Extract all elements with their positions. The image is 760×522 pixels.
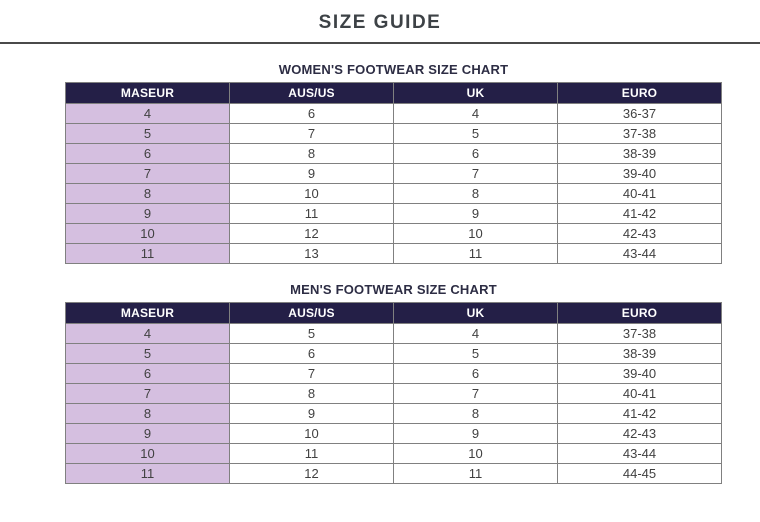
table-cell: 5 — [230, 324, 394, 344]
mens-size-table — [65, 302, 722, 484]
table-cell: 10 — [394, 224, 558, 244]
table-cell: 4 — [394, 104, 558, 124]
table-cell: 37-38 — [558, 324, 722, 344]
maseur-cell: 11 — [66, 464, 230, 484]
column-header-aus-us: AUS/US — [230, 83, 394, 104]
column-header-uk: UK — [394, 83, 558, 104]
maseur-cell: 10 — [66, 224, 230, 244]
table-cell: 7 — [394, 384, 558, 404]
table-cell: 6 — [230, 104, 394, 124]
maseur-cell: 6 — [66, 144, 230, 164]
table-row — [66, 244, 722, 264]
size-charts-content — [65, 62, 722, 484]
table-header-row — [66, 83, 722, 104]
table-row — [66, 104, 722, 124]
column-header-maseur: MASEUR — [66, 83, 230, 104]
maseur-cell: 9 — [66, 424, 230, 444]
table-row — [66, 404, 722, 424]
maseur-cell: 5 — [66, 124, 230, 144]
table-row — [66, 344, 722, 364]
table-row — [66, 164, 722, 184]
table-cell: 5 — [394, 124, 558, 144]
table-row — [66, 224, 722, 244]
column-header-maseur: MASEUR — [66, 303, 230, 324]
womens-size-chart-section — [65, 62, 722, 264]
column-header-aus-us: AUS/US — [230, 303, 394, 324]
table-cell: 9 — [230, 164, 394, 184]
table-cell: 7 — [230, 364, 394, 384]
table-cell: 11 — [230, 204, 394, 224]
column-header-euro: EURO — [558, 303, 722, 324]
table-row — [66, 444, 722, 464]
table-header-row — [66, 303, 722, 324]
table-cell: 12 — [230, 224, 394, 244]
maseur-cell: 6 — [66, 364, 230, 384]
table-cell: 10 — [230, 424, 394, 444]
womens-table-title: WOMEN'S FOOTWEAR SIZE CHART — [278, 62, 509, 77]
table-row — [66, 324, 722, 344]
table-cell: 8 — [394, 404, 558, 424]
table-cell: 8 — [230, 384, 394, 404]
table-cell: 43-44 — [558, 244, 722, 264]
table-cell: 38-39 — [558, 344, 722, 364]
table-cell: 6 — [394, 364, 558, 384]
table-cell: 10 — [394, 444, 558, 464]
maseur-cell: 7 — [66, 164, 230, 184]
table-cell: 12 — [230, 464, 394, 484]
table-cell: 9 — [394, 204, 558, 224]
table-cell: 8 — [230, 144, 394, 164]
table-cell: 6 — [230, 344, 394, 364]
table-cell: 41-42 — [558, 204, 722, 224]
table-cell: 42-43 — [558, 424, 722, 444]
table-cell: 13 — [230, 244, 394, 264]
maseur-cell: 11 — [66, 244, 230, 264]
table-cell: 10 — [230, 184, 394, 204]
table-cell: 4 — [394, 324, 558, 344]
maseur-cell: 8 — [66, 404, 230, 424]
table-cell: 42-43 — [558, 224, 722, 244]
table-cell: 11 — [394, 244, 558, 264]
table-cell: 37-38 — [558, 124, 722, 144]
mens-size-chart-section — [65, 282, 722, 484]
table-cell: 11 — [394, 464, 558, 484]
table-cell: 8 — [394, 184, 558, 204]
table-cell: 44-45 — [558, 464, 722, 484]
table-cell: 41-42 — [558, 404, 722, 424]
mens-table-title: MEN'S FOOTWEAR SIZE CHART — [290, 282, 497, 297]
maseur-cell: 8 — [66, 184, 230, 204]
page-title: SIZE GUIDE — [318, 12, 442, 33]
table-cell: 9 — [394, 424, 558, 444]
maseur-cell: 9 — [66, 204, 230, 224]
table-cell: 9 — [230, 404, 394, 424]
column-header-uk: UK — [394, 303, 558, 324]
table-cell: 7 — [394, 164, 558, 184]
table-cell: 38-39 — [558, 144, 722, 164]
maseur-cell: 10 — [66, 444, 230, 464]
column-header-euro: EURO — [558, 83, 722, 104]
table-cell: 39-40 — [558, 164, 722, 184]
table-row — [66, 204, 722, 224]
table-cell: 36-37 — [558, 104, 722, 124]
womens-size-table — [65, 82, 722, 264]
maseur-cell: 5 — [66, 344, 230, 364]
table-row — [66, 184, 722, 204]
table-cell: 40-41 — [558, 184, 722, 204]
maseur-cell: 7 — [66, 384, 230, 404]
table-row — [66, 144, 722, 164]
maseur-cell: 4 — [66, 324, 230, 344]
table-row — [66, 424, 722, 444]
table-cell: 5 — [394, 344, 558, 364]
table-cell: 7 — [230, 124, 394, 144]
table-row — [66, 464, 722, 484]
table-cell: 43-44 — [558, 444, 722, 464]
table-row — [66, 364, 722, 384]
table-row — [66, 124, 722, 144]
table-cell: 6 — [394, 144, 558, 164]
table-cell: 40-41 — [558, 384, 722, 404]
table-cell: 39-40 — [558, 364, 722, 384]
maseur-cell: 4 — [66, 104, 230, 124]
header-divider — [0, 42, 760, 44]
table-row — [66, 384, 722, 404]
table-cell: 11 — [230, 444, 394, 464]
